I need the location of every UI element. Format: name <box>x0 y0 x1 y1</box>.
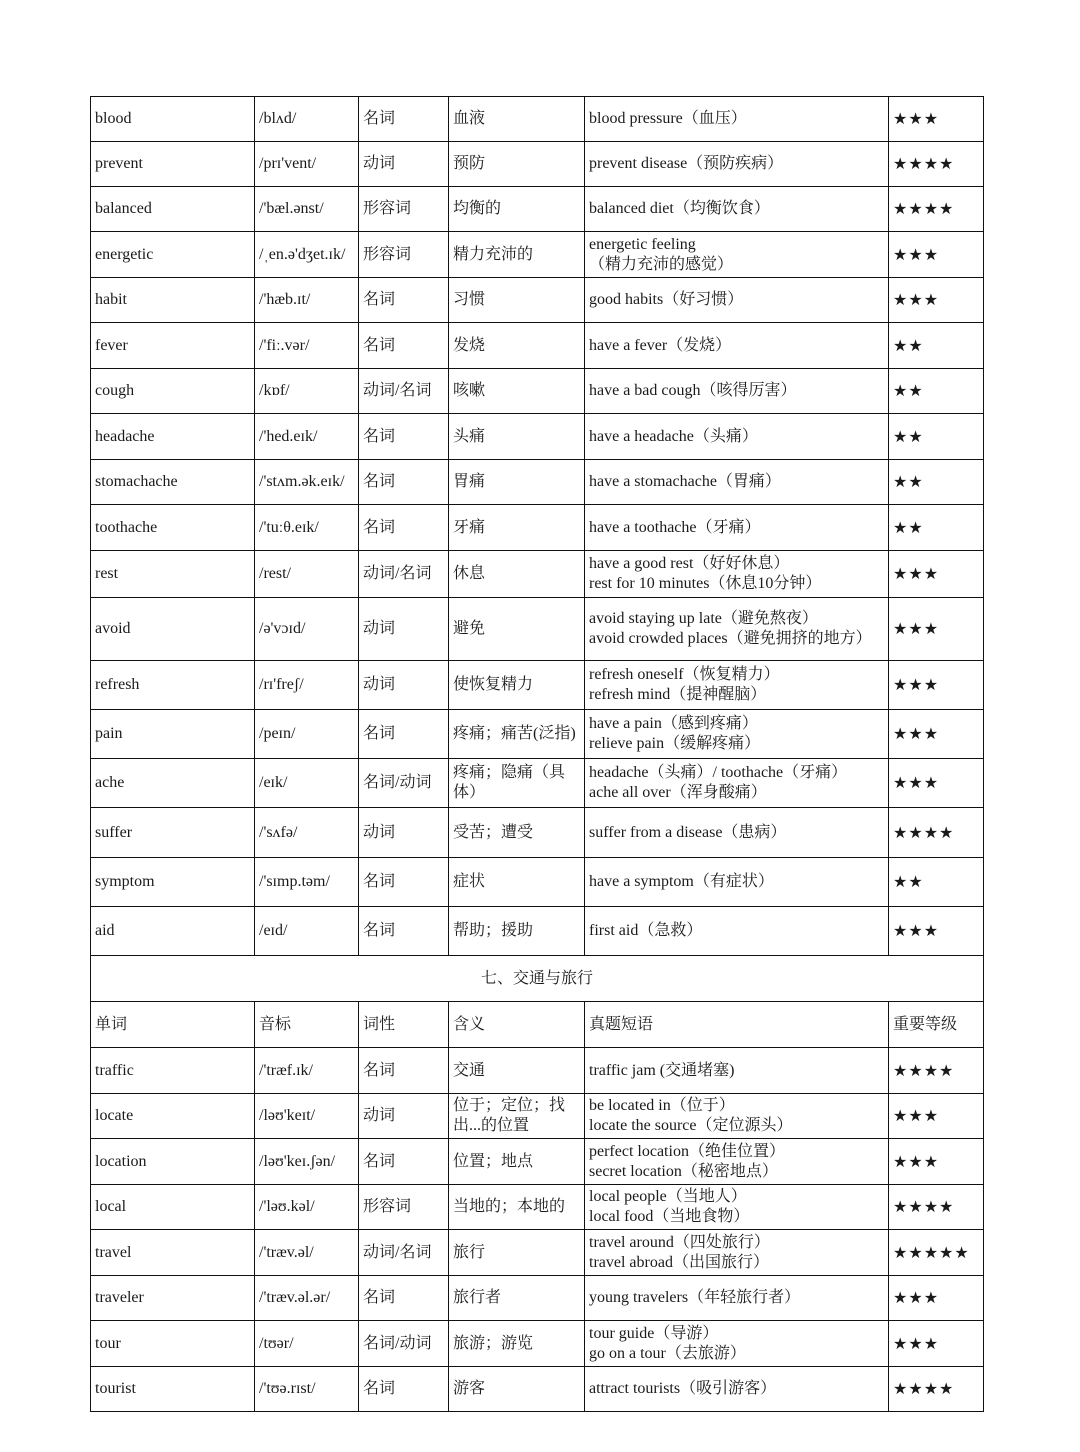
phrase-cell <box>585 460 889 505</box>
part-of-speech-cell: 动词 <box>359 1094 449 1139</box>
phrase-cell <box>585 278 889 323</box>
meaning-cell: 牙痛 <box>449 505 585 551</box>
phrase-cell <box>585 323 889 369</box>
phonetic-cell: /prɪ'vent/ <box>255 142 359 187</box>
table-row <box>91 759 984 808</box>
table-row <box>91 414 984 460</box>
word-cell: habit <box>91 278 255 323</box>
table-row <box>91 1048 984 1094</box>
phrase-line: avoid staying up late（避免熬夜） <box>589 610 818 627</box>
meaning-cell: 位置；地点 <box>449 1139 585 1185</box>
phonetic-cell: /ə'vɔɪd/ <box>255 598 359 661</box>
importance-stars: ★★★★ <box>889 1367 984 1412</box>
importance-stars: ★★★ <box>889 97 984 142</box>
phrase-cell <box>585 551 889 598</box>
phonetic-cell: /peɪn/ <box>255 710 359 759</box>
meaning-cell: 使恢复精力 <box>449 661 585 710</box>
header-phrases: 真题短语 <box>585 1002 889 1048</box>
phrase-cell <box>585 808 889 858</box>
part-of-speech-cell: 形容词 <box>359 1185 449 1230</box>
table-row <box>91 460 984 505</box>
phrase-cell <box>585 661 889 710</box>
importance-stars: ★★ <box>889 369 984 414</box>
part-of-speech-cell: 动词 <box>359 598 449 661</box>
table-row <box>91 808 984 858</box>
phrase-line: locate the source（定位源头） <box>589 1117 793 1134</box>
importance-stars: ★★★ <box>889 551 984 598</box>
meaning-cell: 习惯 <box>449 278 585 323</box>
word-cell: toothache <box>91 505 255 551</box>
phrase-cell <box>585 232 889 278</box>
phonetic-cell: /ləʊ'keɪt/ <box>255 1094 359 1139</box>
phrase-line: refresh oneself（恢复精力） <box>589 666 780 683</box>
phrase-cell <box>585 710 889 759</box>
phrase-line: rest for 10 minutes（休息10分钟） <box>589 575 822 592</box>
meaning-cell: 发烧 <box>449 323 585 369</box>
word-cell: refresh <box>91 661 255 710</box>
part-of-speech-cell: 动词/名词 <box>359 1230 449 1276</box>
word-cell: avoid <box>91 598 255 661</box>
table-row <box>91 551 984 598</box>
phrase-cell <box>585 1139 889 1185</box>
word-cell: tour <box>91 1321 255 1367</box>
phrase-cell <box>585 414 889 460</box>
part-of-speech-cell: 动词/名词 <box>359 551 449 598</box>
phonetic-cell: /'tuːθ.eɪk/ <box>255 505 359 551</box>
part-of-speech-cell: 动词/名词 <box>359 369 449 414</box>
word-cell: prevent <box>91 142 255 187</box>
meaning-cell: 避免 <box>449 598 585 661</box>
word-cell: balanced <box>91 187 255 232</box>
phrase-line: have a symptom（有症状） <box>589 873 774 890</box>
word-cell: headache <box>91 414 255 460</box>
phrase-line: balanced diet（均衡饮食） <box>589 200 770 217</box>
phrase-line: refresh mind（提神醒脑） <box>589 686 767 703</box>
phonetic-cell: /ˌen.ə'dʒet.ɪk/ <box>255 232 359 278</box>
phonetic-cell: /eɪd/ <box>255 907 359 956</box>
meaning-cell: 咳嗽 <box>449 369 585 414</box>
table-row <box>91 232 984 278</box>
vocabulary-table <box>90 96 984 1412</box>
part-of-speech-cell: 名词 <box>359 858 449 907</box>
meaning-cell: 精力充沛的 <box>449 232 585 278</box>
table-row <box>91 1230 984 1276</box>
importance-stars: ★★★ <box>889 661 984 710</box>
phrase-cell <box>585 1276 889 1321</box>
phrase-cell <box>585 1048 889 1094</box>
meaning-cell: 旅游；游览 <box>449 1321 585 1367</box>
phonetic-cell: /'hed.eɪk/ <box>255 414 359 460</box>
phrase-cell <box>585 505 889 551</box>
part-of-speech-cell: 名词 <box>359 414 449 460</box>
header-meaning: 含义 <box>449 1002 585 1048</box>
part-of-speech-cell: 动词 <box>359 808 449 858</box>
meaning-cell: 血液 <box>449 97 585 142</box>
word-cell: energetic <box>91 232 255 278</box>
word-cell: blood <box>91 97 255 142</box>
part-of-speech-cell: 名词/动词 <box>359 759 449 808</box>
part-of-speech-cell: 名词 <box>359 907 449 956</box>
table-row <box>91 661 984 710</box>
phonetic-cell: /'tʊə.rɪst/ <box>255 1367 359 1412</box>
section-title-row <box>91 956 984 1002</box>
meaning-cell: 疼痛；痛苦(泛指) <box>449 710 585 759</box>
phrase-line: ache all over（浑身酸痛） <box>589 784 767 801</box>
importance-stars: ★★★ <box>889 1094 984 1139</box>
meaning-cell: 交通 <box>449 1048 585 1094</box>
importance-stars: ★★★★ <box>889 808 984 858</box>
part-of-speech-cell: 名词 <box>359 505 449 551</box>
phrase-line: young travelers（年轻旅行者） <box>589 1289 801 1306</box>
phrase-line: suffer from a disease（患病） <box>589 823 787 841</box>
table-row <box>91 187 984 232</box>
table-row <box>91 142 984 187</box>
header-ipa: 音标 <box>255 1002 359 1048</box>
word-cell: traffic <box>91 1048 255 1094</box>
phrase-line: secret location（秘密地点） <box>589 1162 778 1180</box>
table-row <box>91 598 984 661</box>
table-row <box>91 369 984 414</box>
phrase-cell <box>585 187 889 232</box>
phonetic-cell: /eɪk/ <box>255 759 359 808</box>
phrase-line: avoid crowded places（避免拥挤的地方） <box>589 630 872 647</box>
meaning-cell: 休息 <box>449 551 585 598</box>
phrase-line: go on a tour（去旅游） <box>589 1344 746 1362</box>
phonetic-cell: /'træv.əl.ər/ <box>255 1276 359 1321</box>
phrase-cell <box>585 1321 889 1367</box>
importance-stars: ★★★ <box>889 759 984 808</box>
importance-stars: ★★ <box>889 505 984 551</box>
phrase-cell <box>585 369 889 414</box>
importance-stars: ★★★ <box>889 907 984 956</box>
table-row <box>91 1321 984 1367</box>
meaning-cell: 症状 <box>449 858 585 907</box>
phonetic-cell: /'sɪmp.təm/ <box>255 858 359 907</box>
phonetic-cell: /'ləʊ.kəl/ <box>255 1185 359 1230</box>
meaning-cell: 均衡的 <box>449 187 585 232</box>
phrase-line: headache（头痛）/ toothache（牙痛） <box>589 764 848 781</box>
phrase-line: energetic feeling <box>589 235 696 253</box>
importance-stars: ★★ <box>889 460 984 505</box>
word-cell: symptom <box>91 858 255 907</box>
part-of-speech-cell: 名词 <box>359 323 449 369</box>
travel-vocab-body <box>91 1048 984 1412</box>
travel-section <box>91 956 984 1048</box>
phrase-line: have a fever（发烧） <box>589 336 732 354</box>
phrase-line: attract tourists（吸引游客） <box>589 1380 777 1397</box>
importance-stars: ★★ <box>889 858 984 907</box>
meaning-cell: 疼痛；隐痛（具体） <box>449 759 585 808</box>
health-vocab-body <box>91 97 984 956</box>
part-of-speech-cell: 名词 <box>359 1139 449 1185</box>
importance-stars: ★★★ <box>889 1276 984 1321</box>
phrase-line: good habits（好习惯） <box>589 291 744 308</box>
phrase-line: have a pain（感到疼痛） <box>589 715 758 732</box>
table-row <box>91 1185 984 1230</box>
phonetic-cell: /'sʌfə/ <box>255 808 359 858</box>
table-row <box>91 1367 984 1412</box>
phonetic-cell: /rest/ <box>255 551 359 598</box>
phrase-line: be located in（位于） <box>589 1097 735 1114</box>
importance-stars: ★★ <box>889 414 984 460</box>
section-title: 七、交通与旅行 <box>91 956 984 1002</box>
header-word: 单词 <box>91 1002 255 1048</box>
phrase-cell <box>585 1230 889 1276</box>
phrase-line: travel abroad（出国旅行） <box>589 1253 769 1271</box>
meaning-cell: 预防 <box>449 142 585 187</box>
phrase-cell <box>585 1367 889 1412</box>
phrase-line: travel around（四处旅行） <box>589 1233 770 1251</box>
phrase-line: local people（当地人） <box>589 1188 747 1205</box>
part-of-speech-cell: 名词 <box>359 97 449 142</box>
word-cell: suffer <box>91 808 255 858</box>
phrase-cell <box>585 598 889 661</box>
word-cell: local <box>91 1185 255 1230</box>
word-cell: aid <box>91 907 255 956</box>
meaning-cell: 游客 <box>449 1367 585 1412</box>
word-cell: pain <box>91 710 255 759</box>
word-cell: rest <box>91 551 255 598</box>
phrase-line: blood pressure（血压） <box>589 110 747 127</box>
phonetic-cell: /kɒf/ <box>255 369 359 414</box>
part-of-speech-cell: 形容词 <box>359 232 449 278</box>
importance-stars: ★★★★ <box>889 187 984 232</box>
importance-stars: ★★★ <box>889 1321 984 1367</box>
word-cell: locate <box>91 1094 255 1139</box>
part-of-speech-cell: 动词 <box>359 142 449 187</box>
word-cell: traveler <box>91 1276 255 1321</box>
meaning-cell: 胃痛 <box>449 460 585 505</box>
importance-stars: ★★ <box>889 323 984 369</box>
meaning-cell: 帮助；援助 <box>449 907 585 956</box>
table-row <box>91 323 984 369</box>
word-cell: cough <box>91 369 255 414</box>
table-row <box>91 278 984 323</box>
phrase-cell <box>585 97 889 142</box>
header-pos: 词性 <box>359 1002 449 1048</box>
importance-stars: ★★★★★ <box>889 1230 984 1276</box>
part-of-speech-cell: 名词 <box>359 1276 449 1321</box>
phrase-line: tour guide（导游） <box>589 1324 719 1342</box>
phrase-line: prevent disease（预防疾病） <box>589 155 784 172</box>
part-of-speech-cell: 名词 <box>359 1367 449 1412</box>
part-of-speech-cell: 名词 <box>359 710 449 759</box>
phrase-line: have a good rest（好好休息） <box>589 555 790 572</box>
table-row <box>91 858 984 907</box>
word-cell: tourist <box>91 1367 255 1412</box>
importance-stars: ★★★★ <box>889 1185 984 1230</box>
part-of-speech-cell: 名词 <box>359 460 449 505</box>
word-cell: stomachache <box>91 460 255 505</box>
table-row <box>91 710 984 759</box>
phrase-line: relieve pain（缓解疼痛） <box>589 735 761 752</box>
phonetic-cell: /'bæl.ənst/ <box>255 187 359 232</box>
phonetic-cell: /ləʊ'keɪ.ʃən/ <box>255 1139 359 1185</box>
part-of-speech-cell: 名词/动词 <box>359 1321 449 1367</box>
phonetic-cell: /rɪ'freʃ/ <box>255 661 359 710</box>
header-row <box>91 1002 984 1048</box>
phrase-line: （精力充沛的感觉） <box>589 255 734 273</box>
table-row <box>91 505 984 551</box>
phrase-line: have a headache（头痛） <box>589 427 758 445</box>
meaning-cell: 位于；定位；找出...的位置 <box>449 1094 585 1139</box>
word-cell: fever <box>91 323 255 369</box>
importance-stars: ★★★★ <box>889 142 984 187</box>
part-of-speech-cell: 动词 <box>359 661 449 710</box>
word-cell: ache <box>91 759 255 808</box>
phrase-line: first aid（急救） <box>589 922 703 939</box>
phrase-line: have a toothache（牙痛） <box>589 518 761 536</box>
importance-stars: ★★★ <box>889 278 984 323</box>
phonetic-cell: /tʊər/ <box>255 1321 359 1367</box>
header-stars: 重要等级 <box>889 1002 984 1048</box>
table-row <box>91 1094 984 1139</box>
phrase-line: local food（当地食物） <box>589 1208 750 1225</box>
phonetic-cell: /blʌd/ <box>255 97 359 142</box>
phrase-line: perfect location（绝佳位置） <box>589 1142 785 1160</box>
meaning-cell: 头痛 <box>449 414 585 460</box>
phrase-cell <box>585 1185 889 1230</box>
part-of-speech-cell: 形容词 <box>359 187 449 232</box>
word-cell: travel <box>91 1230 255 1276</box>
table-row <box>91 1276 984 1321</box>
phonetic-cell: /'hæb.ɪt/ <box>255 278 359 323</box>
part-of-speech-cell: 名词 <box>359 1048 449 1094</box>
importance-stars: ★★★★ <box>889 1048 984 1094</box>
phonetic-cell: /'stʌm.ək.eɪk/ <box>255 460 359 505</box>
meaning-cell: 当地的；本地的 <box>449 1185 585 1230</box>
importance-stars: ★★★ <box>889 1139 984 1185</box>
phrase-line: have a stomachache（胃痛） <box>589 473 781 490</box>
phrase-cell <box>585 858 889 907</box>
phrase-line: have a bad cough（咳得厉害） <box>589 382 797 399</box>
table-row <box>91 1139 984 1185</box>
meaning-cell: 受苦；遭受 <box>449 808 585 858</box>
phrase-cell <box>585 907 889 956</box>
phrase-cell <box>585 1094 889 1139</box>
importance-stars: ★★★ <box>889 710 984 759</box>
importance-stars: ★★★ <box>889 232 984 278</box>
phrase-line: traffic jam (交通堵塞) <box>589 1061 735 1079</box>
table-row <box>91 907 984 956</box>
phrase-cell <box>585 759 889 808</box>
meaning-cell: 旅行 <box>449 1230 585 1276</box>
phonetic-cell: /'træv.əl/ <box>255 1230 359 1276</box>
importance-stars: ★★★ <box>889 598 984 661</box>
table-row <box>91 97 984 142</box>
word-cell: location <box>91 1139 255 1185</box>
part-of-speech-cell: 名词 <box>359 278 449 323</box>
meaning-cell: 旅行者 <box>449 1276 585 1321</box>
phrase-cell <box>585 142 889 187</box>
phonetic-cell: /'træf.ɪk/ <box>255 1048 359 1094</box>
phonetic-cell: /'fiː.vər/ <box>255 323 359 369</box>
